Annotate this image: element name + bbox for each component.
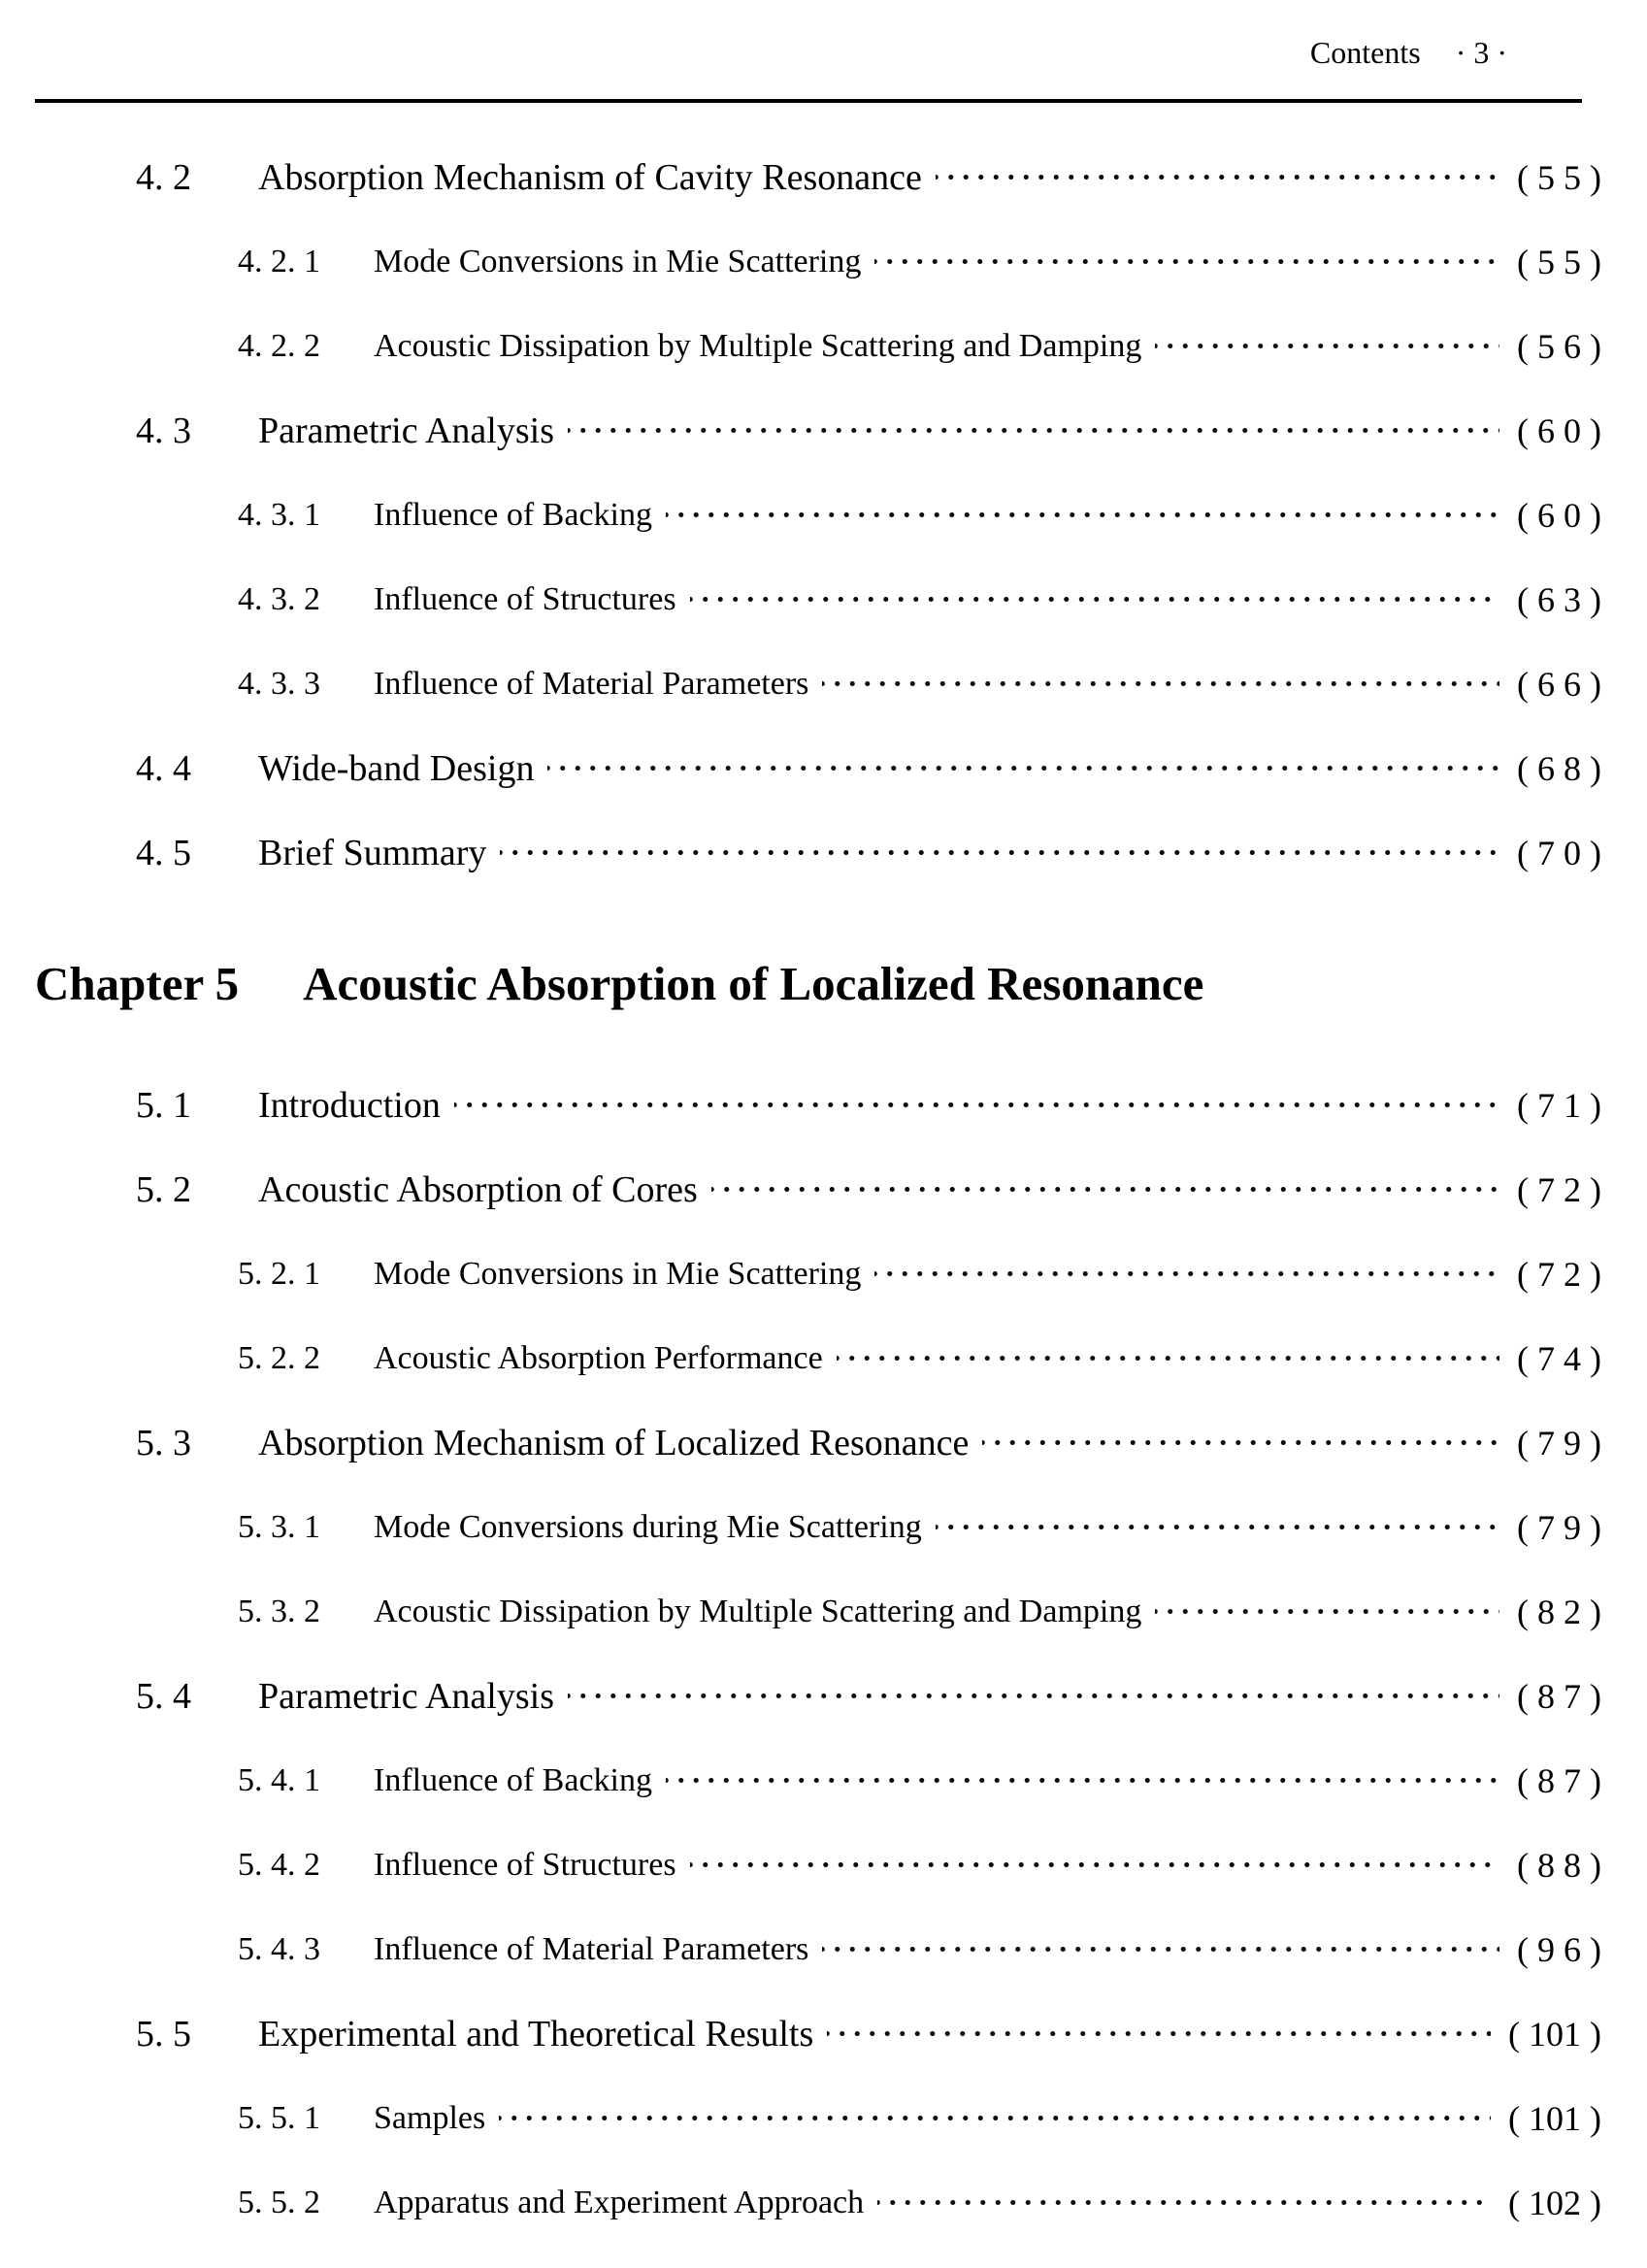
toc-entry-4-2-2 bbox=[0, 304, 1601, 388]
toc-entry-4-4 bbox=[0, 726, 1601, 810]
toc-entry-page: ( 6 8 ) bbox=[1517, 748, 1601, 788]
dot-leader bbox=[499, 2076, 1491, 2160]
toc-entry-5-5 bbox=[0, 1991, 1601, 2076]
toc-entry-title: Wide-band Design bbox=[258, 747, 535, 789]
toc-entry-title: Absorption Mechanism of Localized Resonance bbox=[258, 1422, 970, 1463]
header-page-number: · 3 · bbox=[1455, 35, 1507, 70]
dot-leader bbox=[666, 473, 1499, 557]
dot-leader bbox=[690, 557, 1499, 641]
toc-entry-5-4 bbox=[0, 1654, 1601, 1738]
dot-leader bbox=[666, 1738, 1499, 1823]
toc-entry-5-5-2 bbox=[0, 2160, 1601, 2245]
toc-entry-page: ( 9 6 ) bbox=[1517, 1929, 1601, 1969]
toc-entry-page: ( 5 5 ) bbox=[1517, 242, 1601, 281]
toc-entry-number: 5. 3. 1 bbox=[238, 1508, 320, 1545]
toc-entry-page: ( 7 1 ) bbox=[1517, 1085, 1601, 1125]
toc-entry-page: ( 7 4 ) bbox=[1517, 1338, 1601, 1378]
toc-entry-title: Apparatus and Experiment Approach bbox=[374, 2184, 865, 2220]
toc-entry-5-1 bbox=[0, 1063, 1601, 1147]
dot-leader bbox=[568, 388, 1499, 473]
toc-entry-number: 5. 2 bbox=[136, 1168, 191, 1210]
header-title: Contents bbox=[1309, 35, 1421, 70]
toc-entry-5-3 bbox=[0, 1400, 1601, 1485]
toc-entry-title: Mode Conversions in Mie Scattering bbox=[374, 243, 862, 279]
toc-entry-number: 4. 3. 2 bbox=[238, 580, 320, 617]
dot-leader bbox=[547, 726, 1499, 810]
dot-leader bbox=[1155, 304, 1499, 388]
toc-entry-5-4-2 bbox=[0, 1823, 1601, 1907]
dot-leader bbox=[982, 1400, 1499, 1485]
toc-entry-number: 5. 4. 1 bbox=[238, 1761, 320, 1798]
dot-leader bbox=[822, 641, 1499, 726]
toc-entry-title: Influence of Backing bbox=[374, 1761, 652, 1798]
dot-leader bbox=[568, 1654, 1499, 1738]
toc-entry-title: Acoustic Dissipation by Multiple Scattering and Damping bbox=[374, 1593, 1142, 1629]
toc-entry-page: ( 5 6 ) bbox=[1517, 326, 1601, 366]
dot-leader bbox=[827, 1991, 1491, 2076]
dot-leader bbox=[936, 1485, 1499, 1569]
toc-entry-number: 4. 3 bbox=[136, 410, 191, 451]
dot-leader bbox=[711, 1147, 1499, 1232]
toc-entry-number: 5. 1 bbox=[136, 1084, 191, 1126]
toc-entry-title: Mode Conversions in Mie Scattering bbox=[374, 1255, 862, 1292]
dot-leader bbox=[837, 1316, 1499, 1400]
dot-leader bbox=[877, 2160, 1491, 2245]
toc-entry-page: ( 6 0 ) bbox=[1517, 495, 1601, 535]
toc-entry-title: Parametric Analysis bbox=[258, 1675, 554, 1717]
toc-entry-page: ( 7 2 ) bbox=[1517, 1254, 1601, 1294]
toc-entry-4-3-1 bbox=[0, 473, 1601, 557]
toc-entry-number: 5. 3. 2 bbox=[238, 1593, 320, 1629]
toc-entry-title: Acoustic Dissipation by Multiple Scattering and Damping bbox=[374, 327, 1142, 364]
toc-entry-4-3 bbox=[0, 388, 1601, 473]
dot-leader bbox=[936, 135, 1499, 219]
toc-entry-5-3-2 bbox=[0, 1569, 1601, 1654]
toc-entry-5-2-2 bbox=[0, 1316, 1601, 1400]
toc-entry-number: 5. 2. 1 bbox=[238, 1255, 320, 1292]
chapter-label: Chapter 5 bbox=[35, 956, 240, 1010]
toc-entry-page: ( 102 ) bbox=[1508, 2183, 1601, 2222]
toc-entry-page: ( 7 0 ) bbox=[1517, 833, 1601, 872]
dot-leader bbox=[874, 1232, 1499, 1316]
toc-entry-number: 5. 5 bbox=[136, 2013, 191, 2054]
toc-entry-4-3-3 bbox=[0, 641, 1601, 726]
toc-entry-number: 4. 4 bbox=[136, 747, 191, 789]
toc-entry-page: ( 101 ) bbox=[1508, 2098, 1601, 2138]
toc-entry-page: ( 6 0 ) bbox=[1517, 411, 1601, 450]
toc-entry-title: Influence of Material Parameters bbox=[374, 1930, 809, 1967]
dot-leader bbox=[454, 1063, 1499, 1147]
toc-entry-title: Influence of Structures bbox=[374, 1846, 676, 1883]
toc-entry-number: 4. 3. 1 bbox=[238, 496, 320, 533]
dot-leader bbox=[690, 1823, 1499, 1907]
toc-entry-number: 5. 4 bbox=[136, 1675, 191, 1717]
toc-list bbox=[0, 135, 1601, 2245]
toc-entry-page: ( 7 9 ) bbox=[1517, 1423, 1601, 1463]
toc-entry-title: Experimental and Theoretical Results bbox=[258, 2013, 814, 2054]
toc-entry-page: ( 7 9 ) bbox=[1517, 1507, 1601, 1547]
dot-leader bbox=[500, 810, 1499, 895]
toc-entry-title: Acoustic Absorption of Cores bbox=[258, 1168, 698, 1210]
chapter-title: Acoustic Absorption of Localized Resonance bbox=[303, 956, 1204, 1010]
toc-entry-title: Introduction bbox=[258, 1084, 441, 1126]
dot-leader bbox=[874, 219, 1499, 304]
toc-entry-page: ( 7 2 ) bbox=[1517, 1169, 1601, 1209]
toc-entry-title: Acoustic Absorption Performance bbox=[374, 1339, 823, 1376]
toc-entry-title: Influence of Material Parameters bbox=[374, 665, 809, 702]
page-header bbox=[1310, 35, 1507, 71]
dot-leader bbox=[822, 1907, 1499, 1991]
toc-entry-4-5 bbox=[0, 810, 1601, 895]
toc-entry-title: Absorption Mechanism of Cavity Resonance bbox=[258, 156, 922, 198]
toc-entry-page: ( 8 7 ) bbox=[1517, 1676, 1601, 1716]
toc-entry-number: 4. 2. 1 bbox=[238, 243, 320, 279]
toc-entry-4-2-1 bbox=[0, 219, 1601, 304]
toc-entry-number: 4. 2. 2 bbox=[238, 327, 320, 364]
toc-entry-title: Influence of Structures bbox=[374, 580, 676, 617]
toc-entry-page: ( 8 8 ) bbox=[1517, 1845, 1601, 1885]
toc-entry-title: Brief Summary bbox=[258, 832, 487, 873]
toc-entry-title: Parametric Analysis bbox=[258, 410, 554, 451]
toc-entry-5-4-3 bbox=[0, 1907, 1601, 1991]
toc-entry-5-3-1 bbox=[0, 1485, 1601, 1569]
toc-entry-title: Samples bbox=[374, 2099, 486, 2136]
toc-entry-title: Influence of Backing bbox=[374, 496, 652, 533]
header-rule bbox=[35, 99, 1582, 103]
toc-entry-page: ( 8 2 ) bbox=[1517, 1592, 1601, 1631]
toc-entry-number: 5. 3 bbox=[136, 1422, 191, 1463]
toc-entry-number: 5. 5. 2 bbox=[238, 2184, 320, 2220]
toc-entry-page: ( 6 3 ) bbox=[1517, 579, 1601, 619]
toc-entry-5-2-1 bbox=[0, 1232, 1601, 1316]
toc-entry-5-2 bbox=[0, 1147, 1601, 1232]
dot-leader bbox=[1155, 1569, 1499, 1654]
toc-entry-number: 5. 2. 2 bbox=[238, 1339, 320, 1376]
toc-entry-chapter-5 bbox=[0, 939, 1601, 1027]
toc-entry-number: 4. 5 bbox=[136, 832, 191, 873]
toc-entry-page: ( 8 7 ) bbox=[1517, 1760, 1601, 1800]
toc-entry-5-4-1 bbox=[0, 1738, 1601, 1823]
toc-entry-number: 4. 2 bbox=[136, 156, 191, 198]
toc-entry-page: ( 6 6 ) bbox=[1517, 664, 1601, 704]
toc-entry-number: 5. 5. 1 bbox=[238, 2099, 320, 2136]
toc-entry-number: 5. 4. 3 bbox=[238, 1930, 320, 1967]
toc-entry-4-2 bbox=[0, 135, 1601, 219]
toc-entry-4-3-2 bbox=[0, 557, 1601, 641]
toc-entry-page: ( 101 ) bbox=[1508, 2014, 1601, 2054]
toc-entry-5-5-1 bbox=[0, 2076, 1601, 2160]
toc-entry-number: 5. 4. 2 bbox=[238, 1846, 320, 1883]
toc-entry-page: ( 5 5 ) bbox=[1517, 157, 1601, 197]
toc-entry-number: 4. 3. 3 bbox=[238, 665, 320, 702]
toc-entry-title: Mode Conversions during Mie Scattering bbox=[374, 1508, 922, 1545]
